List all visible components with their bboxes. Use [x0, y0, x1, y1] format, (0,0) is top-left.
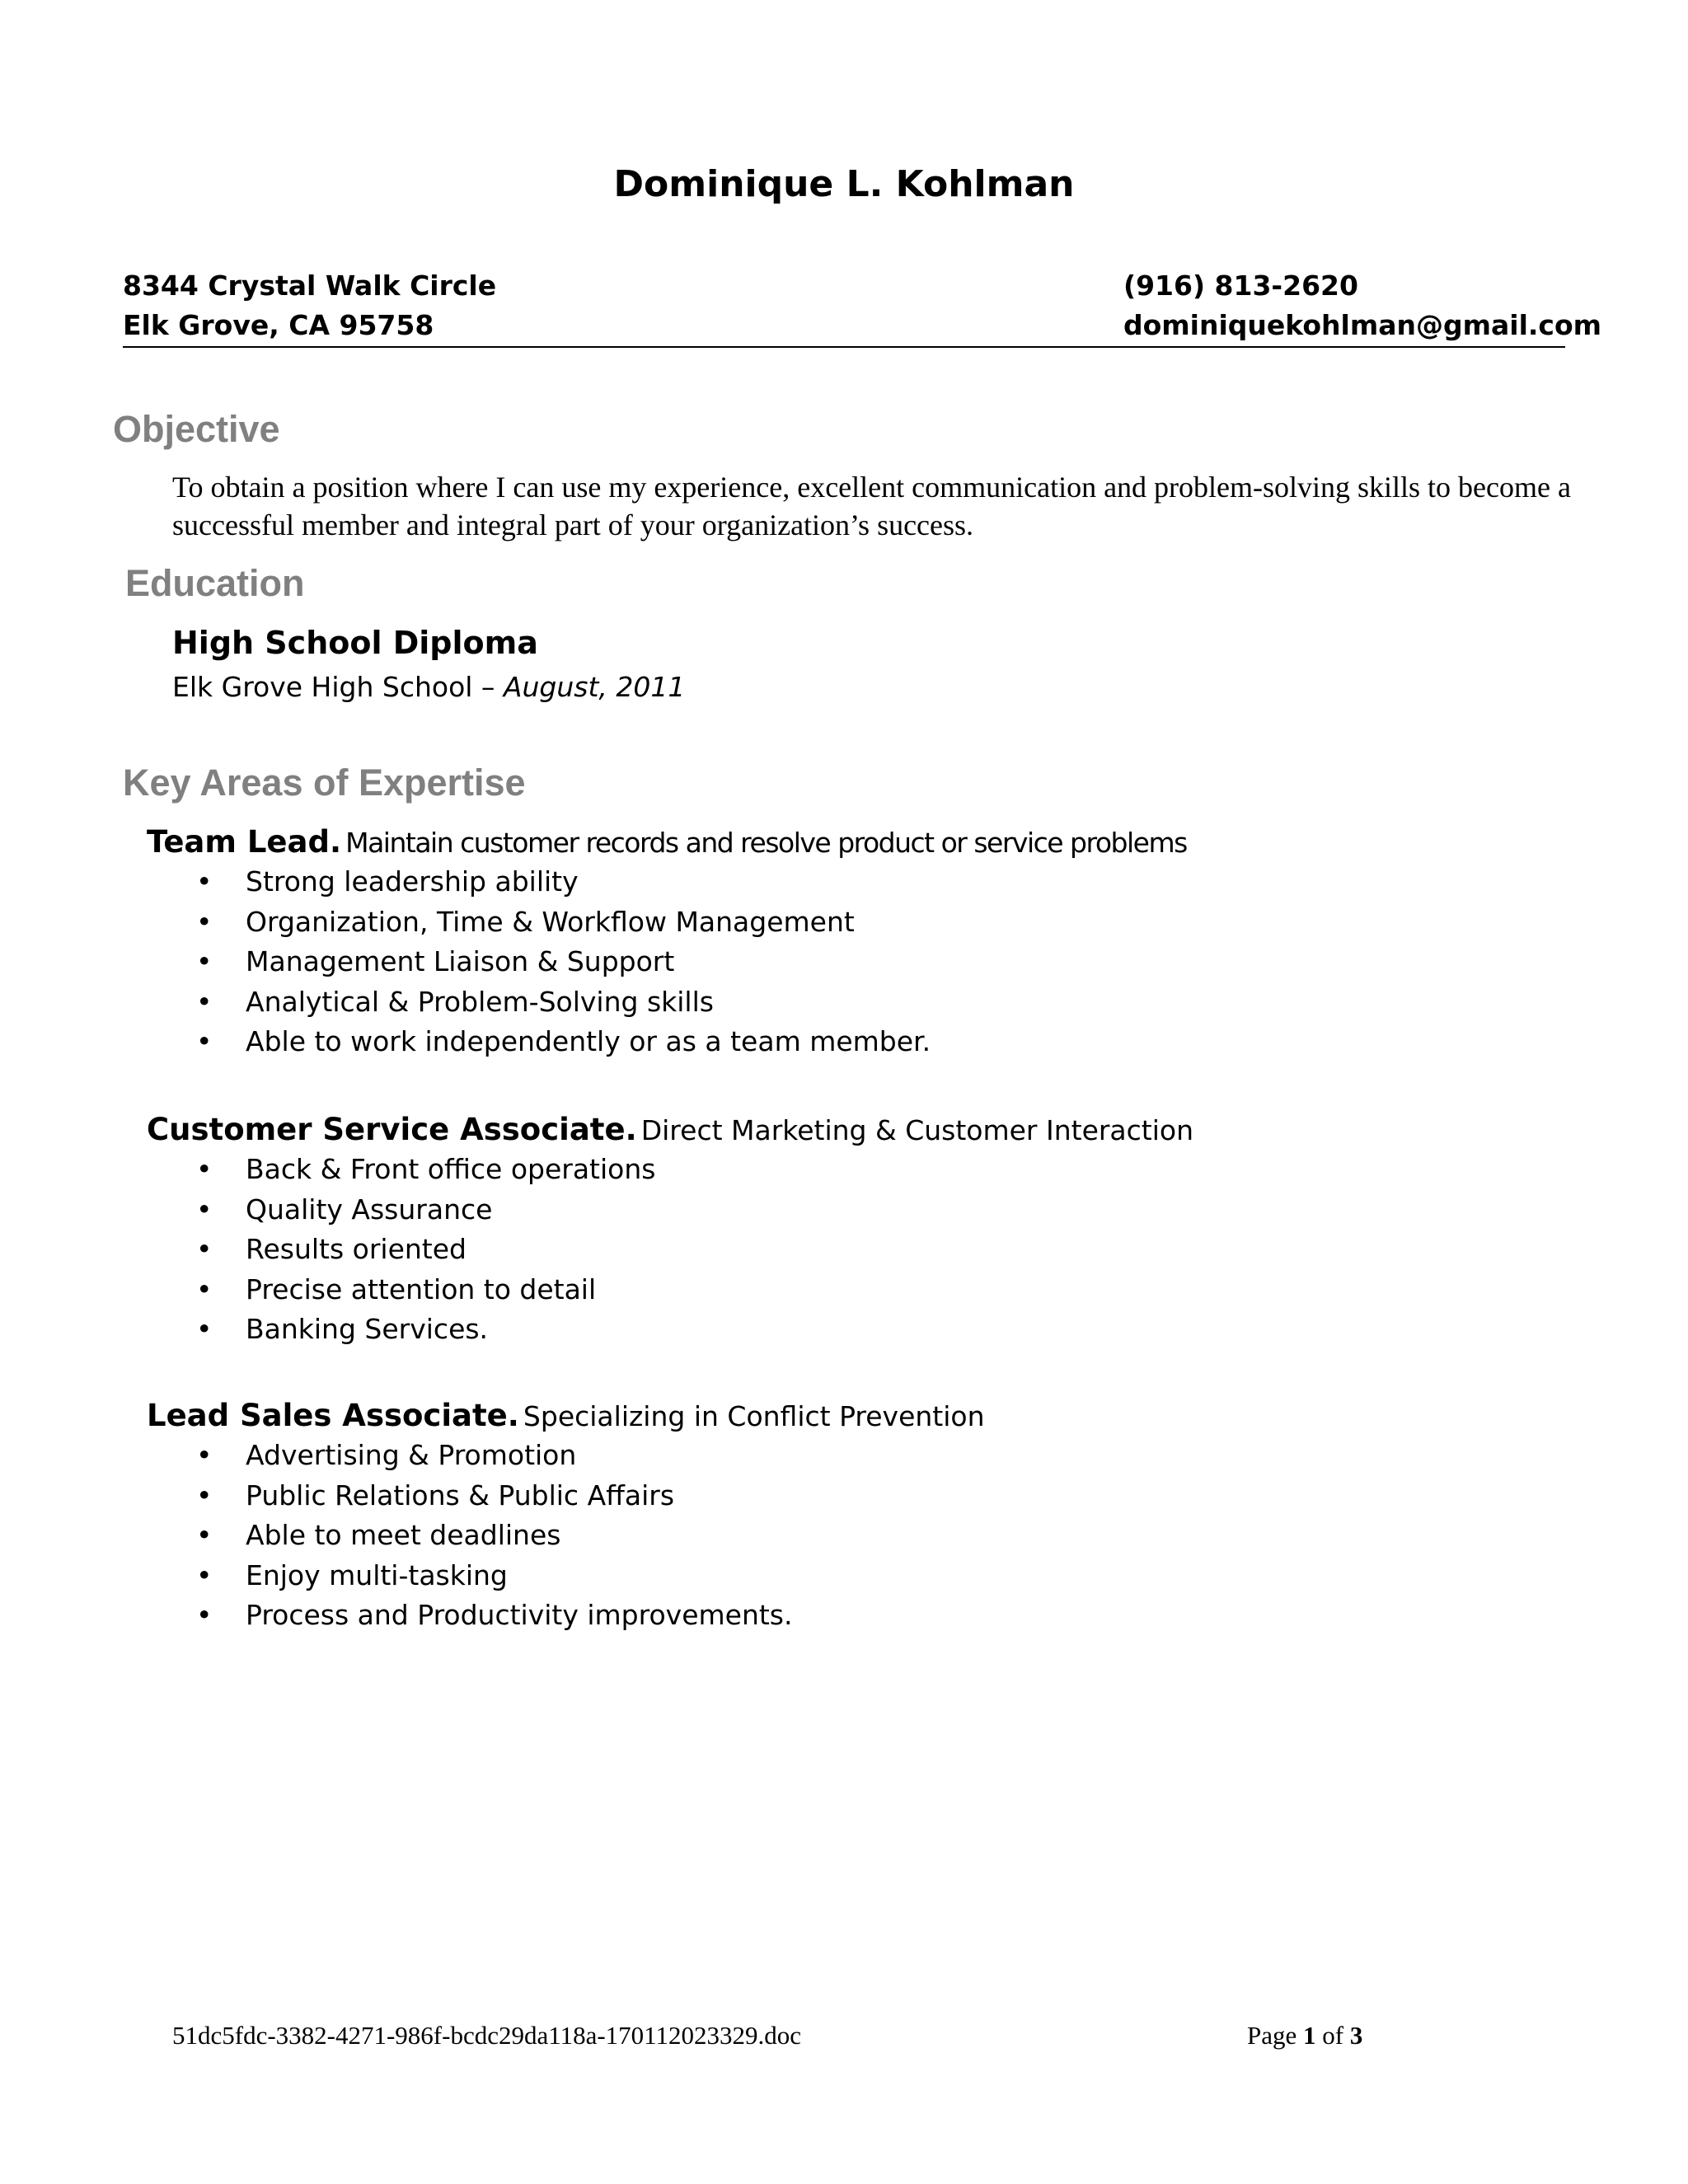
area-label: Customer Service Associate. [147, 1112, 637, 1147]
school-line [172, 671, 685, 703]
area-label: Lead Sales Associate. [147, 1398, 519, 1433]
page-total: 3 [1349, 2021, 1363, 2050]
expertise-area-lead-sales [147, 1396, 1630, 1636]
list-item-text: Process and Productivity improvements. [246, 1599, 793, 1631]
bullet-icon: • [196, 1519, 213, 1551]
bullet-icon: • [196, 905, 213, 938]
objective-heading: Objective [113, 408, 280, 450]
area-title [147, 1396, 1630, 1436]
list-item [147, 1190, 1630, 1230]
bullet-icon: • [196, 1025, 213, 1057]
skill-list [147, 1436, 1630, 1636]
page-current: 1 [1303, 2021, 1316, 2050]
list-item-text: Management Liaison & Support [246, 945, 675, 977]
list-item-text: Able to meet deadlines [246, 1519, 561, 1551]
objective-text: To obtain a position where I can use my experience, excellent communication and problem-solving skills to become a successful member and integral part of your organization’s success. [172, 471, 1571, 541]
list-item [147, 1022, 1630, 1062]
list-item-text: Banking Services. [246, 1313, 489, 1345]
area-description: Maintain customer records and resolve product or service problems [345, 827, 1187, 859]
list-item-text: Organization, Time & Workflow Management [246, 905, 855, 938]
expertise-area-customer-service [147, 1110, 1630, 1350]
contact-block [1123, 266, 1601, 345]
list-item-text: Results oriented [246, 1233, 467, 1265]
list-item-text: Advertising & Promotion [246, 1439, 577, 1471]
list-item [147, 1556, 1630, 1596]
area-description: Direct Marketing & Customer Interaction [640, 1114, 1194, 1146]
page-prefix: Page [1247, 2021, 1304, 2050]
skill-list [147, 862, 1630, 1062]
list-item [147, 1596, 1630, 1636]
list-item [147, 1230, 1630, 1270]
list-item-text: Able to work independently or as a team member. [246, 1025, 931, 1057]
skill-list [147, 1150, 1630, 1350]
bullet-icon: • [196, 945, 213, 977]
phone-number: (916) 813-2620 [1123, 269, 1358, 302]
graduation-date: August, 2011 [503, 671, 686, 703]
email-address: dominiquekohlman@gmail.com [1123, 309, 1602, 341]
expertise-area-team-lead [147, 823, 1630, 1062]
bullet-icon: • [196, 865, 213, 898]
list-item [147, 1436, 1630, 1476]
page-separator: of [1315, 2021, 1350, 2050]
bullet-icon: • [196, 1153, 213, 1185]
expertise-heading: Key Areas of Expertise [123, 762, 526, 804]
bullet-icon: • [196, 985, 213, 1018]
list-item [147, 1476, 1630, 1516]
address-street: 8344 Crystal Walk Circle [123, 269, 497, 302]
bullet-icon: • [196, 1558, 213, 1591]
footer-filename: 51dc5fdc-3382-4271-986f-bcdc29da118a-170112023329.doc [172, 2021, 802, 2050]
list-item [147, 1516, 1630, 1556]
list-item [147, 982, 1630, 1023]
list-item [147, 902, 1630, 943]
education-heading: Education [125, 562, 305, 604]
address-block [123, 266, 496, 345]
list-item-text: Back & Front office operations [246, 1153, 656, 1185]
area-title [147, 1110, 1630, 1150]
list-item [147, 1150, 1630, 1190]
footer-page-number [1247, 2021, 1362, 2050]
header-divider [123, 346, 1565, 348]
degree-title: High School Diploma [172, 625, 538, 661]
bullet-icon: • [196, 1479, 213, 1511]
list-item-text: Analytical & Problem-Solving skills [246, 985, 714, 1018]
list-item [147, 1310, 1630, 1350]
list-item-text: Enjoy multi-tasking [246, 1558, 508, 1591]
school-name: Elk Grove High School – [172, 671, 504, 703]
area-title [147, 823, 1630, 862]
area-description: Specializing in Conflict Prevention [523, 1400, 985, 1432]
bullet-icon: • [196, 1599, 213, 1631]
list-item-text: Public Relations & Public Affairs [246, 1479, 675, 1511]
area-label: Team Lead. [147, 824, 342, 860]
bullet-icon: • [196, 1272, 213, 1305]
list-item-text: Quality Assurance [246, 1193, 493, 1226]
bullet-icon: • [196, 1233, 213, 1265]
bullet-icon: • [196, 1313, 213, 1345]
list-item [147, 862, 1630, 902]
list-item-text: Strong leadership ability [246, 865, 579, 898]
bullet-icon: • [196, 1193, 213, 1226]
candidate-name: Dominique L. Kohlman [613, 163, 1075, 205]
list-item [147, 942, 1630, 982]
bullet-icon: • [196, 1439, 213, 1471]
list-item [147, 1270, 1630, 1310]
address-city: Elk Grove, CA 95758 [123, 309, 434, 341]
list-item-text: Precise attention to detail [246, 1272, 597, 1305]
